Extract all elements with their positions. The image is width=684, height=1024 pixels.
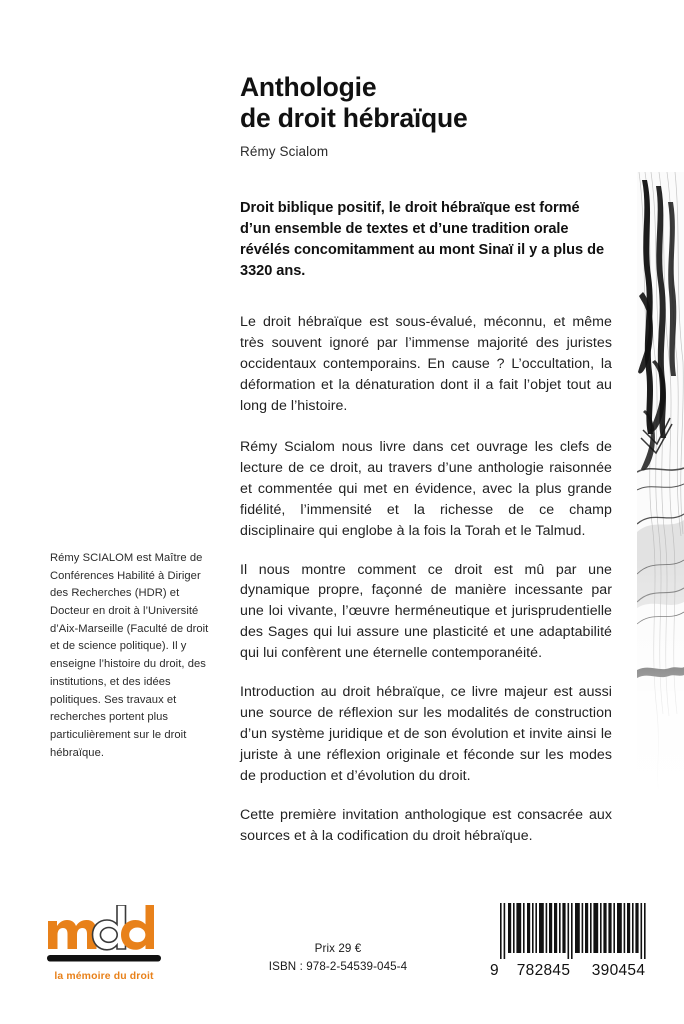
barcode-digit-first: 9 <box>490 962 499 979</box>
body-paragraph-3: Il nous montre comment ce droit est mû par une dynamique propre, façonné de manière incessante par une loi vivante, l’œuvre herméneutique et jurisprudentielle des Sages qui lui assure une plasticité et une adaptabilité qui lui confèrent une éternelle contemporanéité. <box>240 561 612 662</box>
book-title-line-1: Anthologie <box>240 72 377 102</box>
cover-footer <box>0 887 684 982</box>
marbled-texture-strip <box>637 172 684 792</box>
page-title <box>240 72 612 135</box>
isbn-text: ISBN : 978-2-54539-045-4 <box>268 960 408 974</box>
description-body <box>240 312 612 847</box>
author-bio: Rémy SCIALOM est Maître de Conférences Habilité à Diriger des Recherches (HDR) et Docteur en droit à l’Université d’Aix-Marseille (Faculté de droit et de science politique). Il y enseigne l’histoire du droit, des institutions, et des idées politiques. Ses travaux et recherches portent plus particulièrement sur le droit hébraïque. <box>50 552 209 759</box>
barcode-digits-right: 390454 <box>591 962 646 979</box>
isbn-barcode <box>488 901 658 980</box>
body-paragraph-1: Le droit hébraïque est sous-évalué, méconnu, et même très souvent ignoré par l’immense majorité des juristes occidentaux contemporains. En cause ? L’occultation, la déformation et la dénaturation dont il a fait l’objet tout au long de l’histoire. <box>240 314 612 414</box>
publisher-tagline: la mémoire du droit <box>54 971 154 982</box>
barcode-icon <box>488 901 658 961</box>
price-text: Prix 29 € <box>314 942 362 956</box>
barcode-digits <box>488 962 658 980</box>
body-paragraph-2: Rémy Scialom nous livre dans cet ouvrage les clefs de lecture de ce droit, au travers d’une anthologie raisonnée et commentée qui met en évidence, avec la plus grande fidélité, l’immensité et la richesse de ce champ disciplinaire qui englobe à la fois la Torah et le Talmud. <box>240 438 612 539</box>
pricing-block <box>248 940 428 976</box>
lede-paragraph: Droit biblique positif, le droit hébraïque est formé d’un ensemble de textes et d’une tradition orale révélés concomitamment au mont Sinaï il y a plus de 3320 ans. <box>240 199 605 279</box>
main-content-column <box>240 72 612 847</box>
logo-rule-bar <box>47 955 161 962</box>
mdd-logo-icon <box>46 905 162 967</box>
publisher-logo <box>46 905 174 982</box>
body-paragraph-4: Introduction au droit hébraïque, ce livre majeur est aussi une source de réflexion sur les modalités de construction d’un système juridique et de son évolution et invite ainsi le juriste à une réflexion originale et féconde sur les modes de production et d’évolution du droit. <box>240 684 612 784</box>
barcode-digits-left: 782845 <box>516 962 571 979</box>
author-byline: Rémy Scialom <box>240 143 329 159</box>
body-paragraph-5: Cette première invitation anthologique est consacrée aux sources et à la codification du droit hébraïque. <box>240 806 612 844</box>
book-title-line-2: de droit hébraïque <box>240 103 468 134</box>
